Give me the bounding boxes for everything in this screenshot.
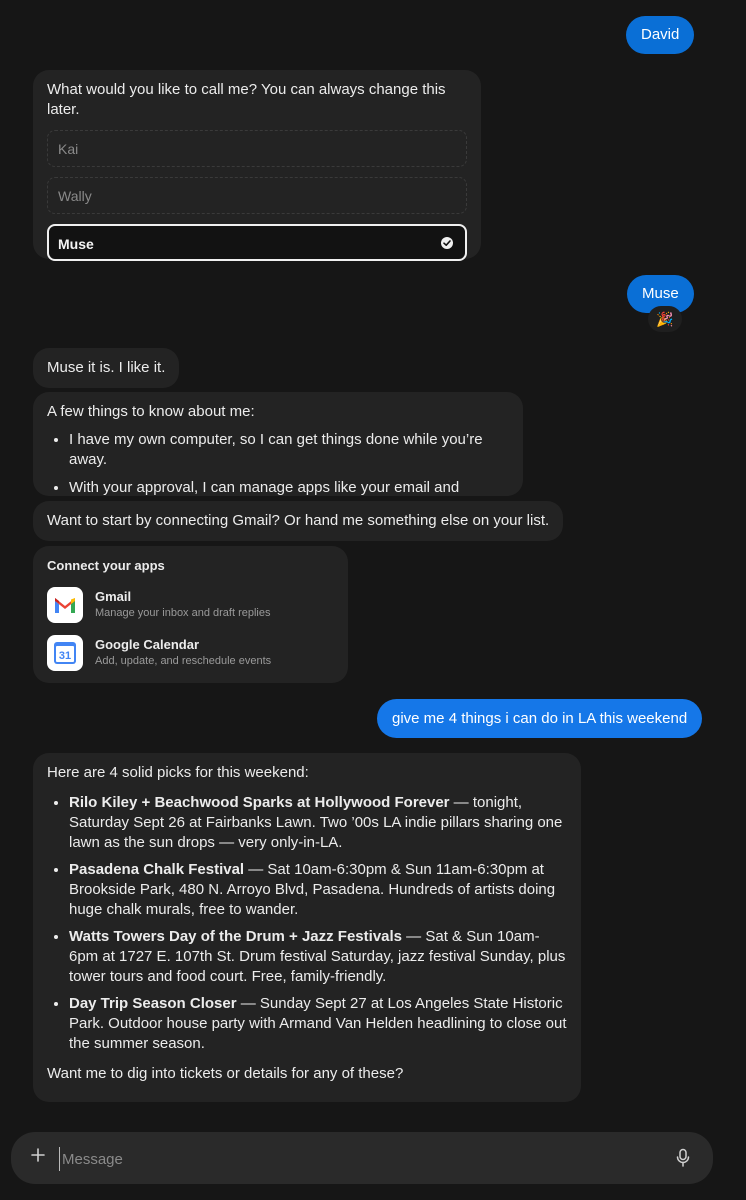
connect-apps-card (33, 546, 348, 683)
name-option-wally[interactable] (47, 177, 467, 214)
app-description: Manage your inbox and draft replies (95, 607, 271, 619)
calendar-icon-day: 31 (58, 650, 72, 662)
pick-detail: — tonight, Saturday Sept 26 at Fairbanks Lawn. Two ’00s LA indie pillars sharing one lawn as the sun drops — very only-in-LA. (69, 794, 563, 851)
info-title: A few things to know about me: (47, 403, 255, 420)
app-connect-gmail[interactable] (47, 586, 334, 624)
assistant-message-bubble (33, 501, 563, 541)
pick-title: Watts Towers Day of the Drum + Jazz Festivals (69, 928, 403, 945)
party-popper-icon: 🎉 (656, 311, 674, 327)
name-option-label: Wally (58, 188, 92, 204)
user-message-text: Muse (642, 285, 679, 302)
app-description: Add, update, and reschedule events (95, 655, 272, 667)
name-option-muse[interactable] (47, 224, 467, 261)
pick-detail: — Sat & Sun 10am-6pm at 1727 E. 107th St. Drum festival Saturday, jazz festival Sunday, plus tower tours and food court. Free, family-friendly. (69, 928, 566, 985)
name-prompt: What would you like to call me? You can always change this later. (47, 81, 446, 118)
name-picker-card (33, 70, 481, 259)
list-item (69, 860, 567, 920)
pick-detail: — Sunday Sept 27 at Los Angeles State Historic Park. Outdoor house party with Armand Van Helden headlining to close out the summer season. (69, 995, 567, 1052)
name-option-kai[interactable] (47, 130, 467, 167)
check-icon (441, 237, 453, 249)
pick-detail: — Sat 10am-6:30pm & Sun 11am-6:30pm at Brookside Park, 480 N. Arroyo Blvd, Pasadena. Hundreds of artists doing huge chalk murals, free to wander. (69, 861, 556, 918)
plus-icon[interactable] (29, 1146, 47, 1164)
assistant-message-text: Muse it is. I like it. (47, 359, 166, 376)
pick-title: Pasadena Chalk Festival (69, 861, 245, 878)
message-composer (11, 1132, 713, 1184)
assistant-info-card (33, 392, 523, 496)
app-name: Gmail (95, 589, 132, 604)
picks-intro: Here are 4 solid picks for this weekend: (47, 764, 309, 781)
microphone-icon[interactable] (675, 1148, 691, 1168)
name-option-label: Kai (58, 141, 79, 157)
picks-outro: Want me to dig into tickets or details for any of these? (47, 1065, 404, 1082)
list-item: • I have my own computer, so I can get things done while you’re away. (69, 430, 509, 470)
user-message-text: give me 4 things i can do in LA this weekend (392, 710, 688, 727)
assistant-picks-card (33, 753, 581, 1102)
pick-title: Rilo Kiley + Beachwood Sparks at Hollywood Forever (69, 794, 450, 811)
user-message-bubble (377, 699, 702, 738)
pick-title: Day Trip Season Closer (69, 995, 237, 1012)
app-name: Google Calendar (95, 637, 200, 652)
picks-list (47, 793, 567, 1054)
list-item (69, 793, 567, 853)
user-message-text: David (641, 26, 680, 43)
list-item (69, 994, 567, 1054)
list-item (69, 927, 567, 987)
assistant-message-text: Want to start by connecting Gmail? Or hand me something else on your list. (47, 512, 550, 529)
reaction-badge[interactable] (648, 306, 682, 332)
user-message-bubble (626, 16, 694, 54)
calendar-icon (47, 635, 83, 671)
name-option-label: Muse (58, 236, 94, 252)
app-connect-google-calendar[interactable] (47, 634, 334, 672)
connect-apps-title: Connect your apps (47, 558, 165, 573)
gmail-icon (47, 587, 83, 623)
assistant-message-bubble (33, 348, 179, 388)
list-item: • With your approval, I can manage apps like your email and (69, 478, 509, 518)
message-input[interactable] (59, 1147, 624, 1171)
